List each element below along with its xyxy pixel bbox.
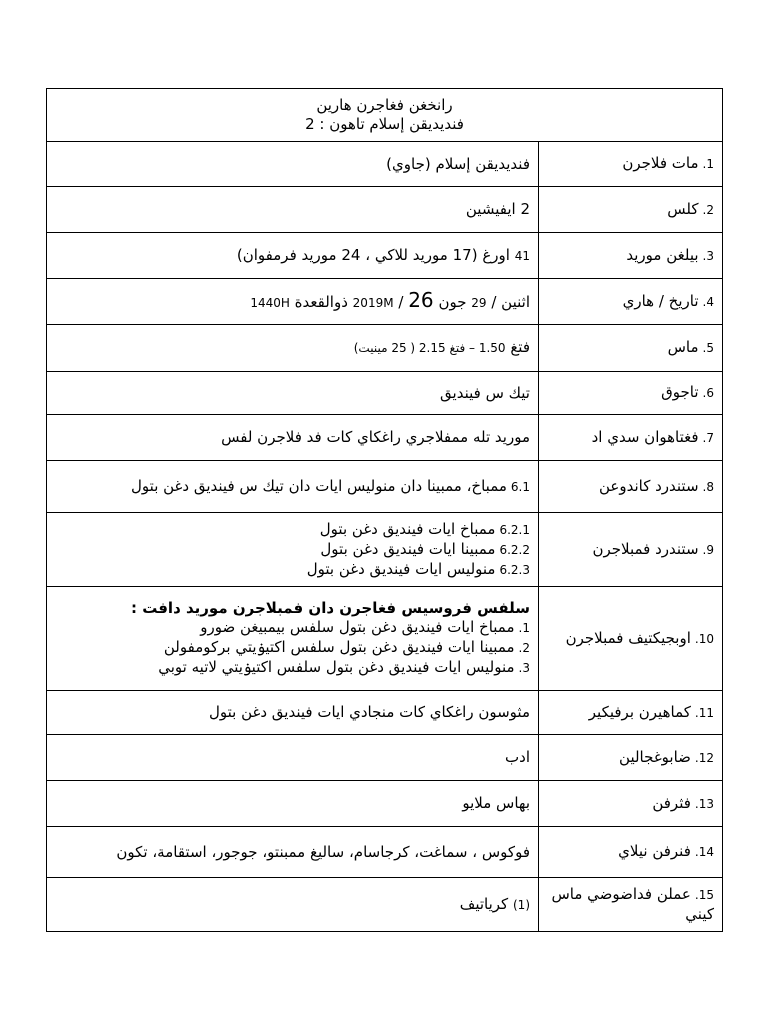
list-item: 2.ممبينا ايات فينديق دغن بتول سلفس اكتيۏيتي بركومفولن	[163, 638, 530, 656]
table-row	[47, 233, 723, 279]
list-item: 6.2.1ممباخ ايات فينديق دغن بتول	[319, 519, 530, 538]
date-value: اثنين / 29 جون 2019M / 26 ذوالقعدة 1440H	[47, 279, 539, 325]
table-row	[47, 415, 723, 461]
row-value: مثوسون راغكاي كات منجادي ايات فينديق دغن بتول	[47, 691, 539, 735]
row-value: ادب	[47, 735, 539, 781]
standards-list	[47, 513, 539, 587]
list-item: 6.2.2ممبينا ايات فينديق دغن بتول	[320, 539, 530, 558]
row-label: 1.مات فلاجرن	[539, 142, 723, 187]
list-item: 3.منوليس ايات فينديق دغن بتول سلفس اكتيۏيتي لاتيه توبي	[158, 658, 530, 676]
table-row	[47, 279, 723, 325]
subject-year: فنديديقن إسلام تاهون : 2	[305, 115, 464, 133]
row-label: 15.عملن فداضوضي ماس كيني	[539, 878, 723, 932]
row-value: موريد تله ممفلاجري راغكاي كات فد فلاجرن لفس	[47, 415, 539, 461]
row-label: 8.ستندرد كاندوعن	[539, 461, 723, 513]
objectives-heading: سلفس فروسيس فغاجرن دان فمبلاجرن موريد دافت :	[131, 599, 530, 617]
table-row	[47, 587, 723, 691]
list-item: 6.2.3منوليس ايات فينديق دغن بتول	[306, 559, 530, 578]
header-cell	[47, 89, 723, 142]
objectives-list	[47, 587, 539, 691]
table-row	[47, 461, 723, 513]
row-label: 7.فغتاهوان سدي اد	[539, 415, 723, 461]
row-label: 4.تاريخ / هاري	[539, 279, 723, 325]
header-row	[47, 89, 723, 142]
row-value: فتغ 1.50 – فتغ 2.15 ( 25 مينيت)	[47, 325, 539, 372]
row-label: 9.ستندرد فمبلاجرن	[539, 513, 723, 587]
table-row	[47, 513, 723, 587]
list-item: 1.ممباخ ايات فينديق دغن بتول سلفس بيمبيغن ضورو	[200, 618, 530, 636]
row-label: 2.كلس	[539, 187, 723, 233]
table-row	[47, 781, 723, 827]
row-value: فوكوس ، سماغت، كرجاسام، ساليغ ممبنتو، جوجور، استقامة، تكون	[47, 827, 539, 878]
lesson-plan-table	[46, 88, 723, 932]
table-row	[47, 187, 723, 233]
row-label: 12.ضابوغجالين	[539, 735, 723, 781]
row-label: 6.تاجوق	[539, 372, 723, 415]
row-value: 41 اورغ (17 موريد للاكي ، 24 موريد فرمفوان)	[47, 233, 539, 279]
row-label: 10.اوبجيكتيف فمبلاجرن	[539, 587, 723, 691]
row-label: 14.فنرفن نيلاي	[539, 827, 723, 878]
row-value: 6.1ممباخ، ممبينا دان منوليس ايات دان تيك س فينديق دغن بتول	[47, 461, 539, 513]
row-label: 11.كماهيرن برفيكير	[539, 691, 723, 735]
school-name: رانخغن فغاجرن هارين	[316, 96, 453, 114]
table-row	[47, 691, 723, 735]
table-row	[47, 878, 723, 932]
row-value: تيك س فينديق	[47, 372, 539, 415]
row-value: بهاس ملايو	[47, 781, 539, 827]
table-row	[47, 372, 723, 415]
table-row	[47, 735, 723, 781]
row-value: 2 ايفيشين	[47, 187, 539, 233]
table-row	[47, 142, 723, 187]
row-value: (1) كرياتيف	[47, 878, 539, 932]
row-label: 5.ماس	[539, 325, 723, 372]
row-label: 13.فثرفن	[539, 781, 723, 827]
table-row	[47, 325, 723, 372]
table-row	[47, 827, 723, 878]
row-value: فنديديقن إسلام (جاوي)	[47, 142, 539, 187]
row-label: 3.بيلغن موريد	[539, 233, 723, 279]
